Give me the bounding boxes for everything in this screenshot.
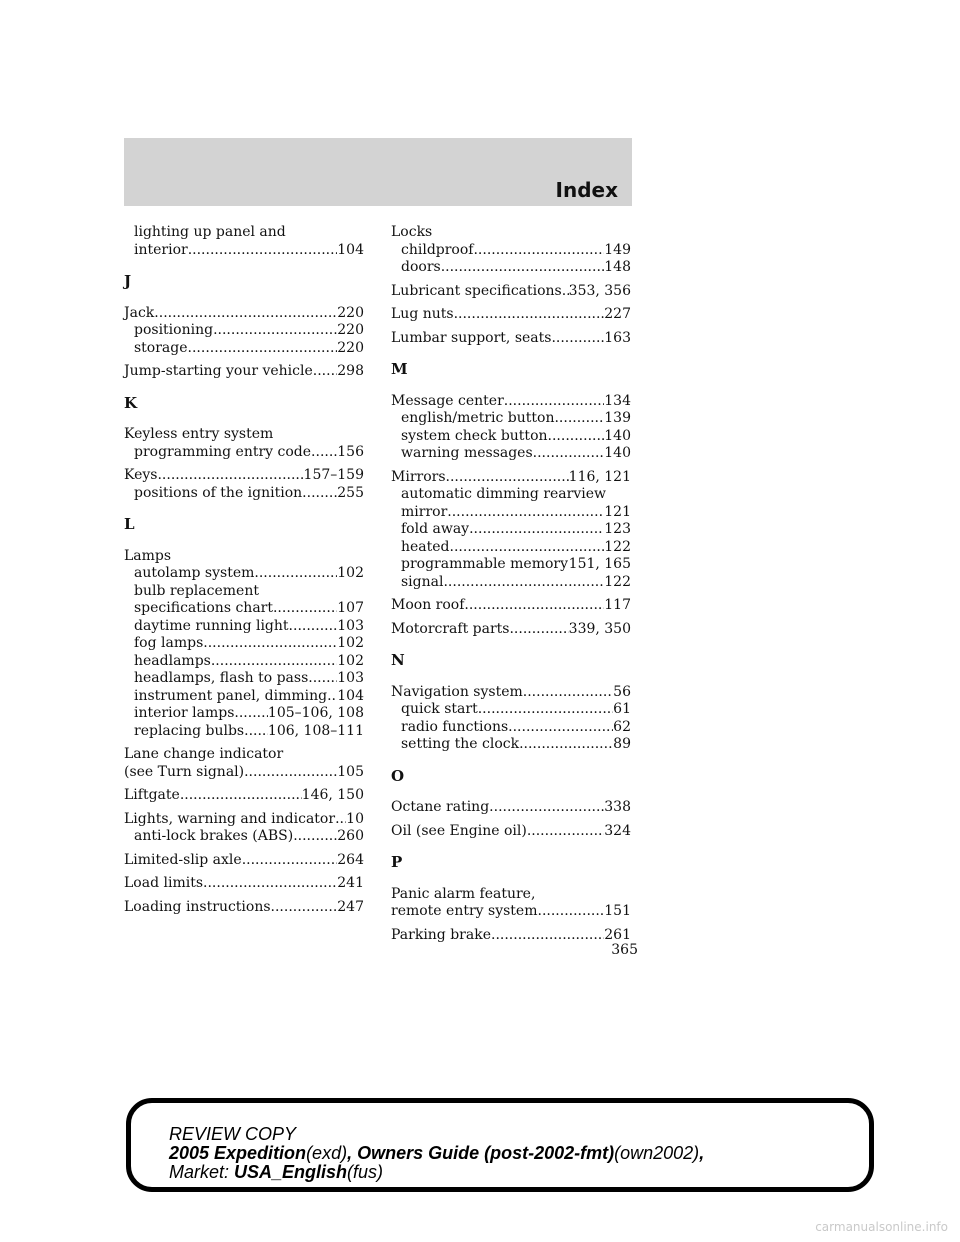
index-page-ref: 102 (337, 635, 364, 651)
index-line (124, 705, 364, 723)
index-page-ref: 149 (604, 241, 631, 258)
dot-leader (188, 340, 338, 358)
dot-leader (327, 688, 337, 706)
index-line (391, 330, 631, 348)
index-line (124, 852, 364, 870)
index-term: lighting up panel and (134, 224, 286, 240)
index-letter-heading: J (124, 272, 132, 290)
dot-leader (562, 283, 569, 301)
index-term: Oil (see Engine oil) (391, 822, 527, 839)
index-line (391, 242, 631, 260)
index-line (391, 539, 631, 557)
index-term: english/metric button (401, 410, 555, 426)
watermark: carmanualsonline.info (815, 1220, 948, 1234)
dot-leader (523, 684, 613, 702)
dot-leader (289, 618, 338, 636)
index-term: fold away (401, 521, 470, 537)
index-line (391, 224, 631, 242)
index-line (391, 283, 631, 301)
index-term: Jack (124, 304, 155, 321)
dot-leader (489, 799, 604, 817)
index-term: autolamp system (134, 565, 255, 581)
index-line (391, 903, 631, 921)
index-page-ref: 148 (604, 259, 631, 275)
index-page-ref: 220 (337, 339, 364, 356)
index-entry (391, 393, 631, 463)
index-line (124, 467, 364, 485)
index-page-ref: 116, 121 (568, 468, 631, 485)
dot-leader (464, 597, 604, 615)
index-page-ref: 102 (337, 652, 364, 669)
index-line (124, 322, 364, 340)
index-term: mirror (401, 503, 448, 520)
index-entry (391, 684, 631, 754)
dot-leader (473, 242, 604, 260)
index-page-ref: 122 (604, 573, 631, 590)
index-line (391, 574, 631, 592)
index-page-ref: 62 (613, 718, 631, 735)
index-page-ref: 157–159 (303, 467, 364, 483)
dot-leader (446, 469, 569, 487)
index-entry (391, 886, 631, 921)
dot-leader (450, 539, 605, 557)
index-page-ref: 298 (337, 363, 364, 379)
index-line (391, 469, 631, 487)
dot-leader (180, 787, 302, 805)
index-line (124, 548, 364, 566)
index-entry (391, 330, 631, 348)
index-page-ref: 117 (604, 597, 631, 613)
index-page-ref: 122 (604, 538, 631, 555)
dot-leader (154, 305, 337, 323)
index-line (124, 485, 364, 503)
index-term: headlamps, flash to pass (134, 670, 309, 686)
index-line (124, 653, 364, 671)
review-market-label: Market: (169, 1162, 230, 1182)
index-term: Navigation system (391, 683, 523, 700)
dot-leader (311, 444, 337, 462)
index-term: Locks (391, 224, 433, 240)
index-entry (391, 927, 631, 945)
index-letter-heading: L (124, 515, 135, 533)
index-page-ref: 139 (604, 410, 631, 426)
dot-leader (188, 242, 338, 260)
index-line (391, 556, 631, 574)
index-term: Moon roof (391, 597, 465, 613)
index-page-ref: 353, 356 (568, 282, 631, 299)
index-term: warning messages (401, 445, 533, 461)
index-line (391, 719, 631, 737)
review-copy-text (169, 1125, 704, 1182)
index-page-ref: 261 (604, 926, 631, 943)
index-entry (124, 787, 364, 805)
dot-leader (554, 410, 604, 428)
index-entry (391, 224, 631, 277)
dot-leader (548, 428, 605, 446)
index-page-ref: 106, 108–111 (267, 722, 364, 739)
index-term: headlamps (134, 652, 211, 669)
index-term: signal (401, 573, 444, 590)
index-page-ref: 220 (337, 322, 364, 338)
index-letter-heading: N (391, 651, 405, 669)
dot-leader (242, 852, 338, 870)
index-line (391, 823, 631, 841)
index-page-ref: 220 (337, 304, 364, 321)
index-line (124, 670, 364, 688)
index-line (391, 393, 631, 411)
index-term: bulb replacement (134, 582, 259, 599)
dot-leader (308, 670, 337, 688)
index-term: Octane rating (391, 799, 490, 815)
index-line (391, 445, 631, 463)
index-entry (391, 283, 631, 301)
index-term: Panic alarm feature, (391, 885, 536, 902)
index-page-ref: 241 (337, 875, 364, 891)
index-entry (124, 548, 364, 741)
index-column-left (124, 224, 364, 916)
index-entry (391, 469, 631, 592)
page-number: 365 (611, 942, 638, 958)
index-page-ref: 104 (337, 241, 364, 258)
index-page-ref: 255 (337, 484, 364, 501)
index-term: Parking brake (391, 926, 491, 943)
review-copy-box (126, 1098, 874, 1192)
index-entry (124, 875, 364, 893)
index-term: automatic dimming rearview (401, 486, 607, 502)
index-line (124, 444, 364, 462)
dot-leader (244, 764, 337, 782)
index-term: instrument panel, dimming (134, 687, 328, 704)
index-entry (124, 426, 364, 461)
index-line (391, 259, 631, 277)
review-comma: , (699, 1143, 705, 1163)
index-line (391, 306, 631, 324)
index-term: Mirrors (391, 468, 446, 485)
index-page-ref: 247 (337, 898, 364, 915)
index-entry (124, 746, 364, 781)
index-line (391, 886, 631, 904)
index-term: interior (134, 241, 188, 258)
index-term: positioning (134, 322, 214, 338)
index-entry (124, 899, 364, 917)
index-page-ref: 103 (337, 670, 364, 686)
index-term: childproof (401, 241, 474, 258)
index-term: setting the clock (401, 736, 520, 752)
index-line (391, 684, 631, 702)
index-entry (124, 811, 364, 846)
review-market: USA_English (229, 1162, 348, 1182)
dot-leader (211, 653, 337, 671)
index-line (124, 340, 364, 358)
page-title: Index (555, 178, 618, 202)
dot-leader (335, 811, 346, 829)
dot-leader (519, 736, 613, 754)
dot-leader (213, 322, 337, 340)
index-page-ref: 104 (337, 687, 364, 704)
index-page-ref: 156 (337, 443, 364, 460)
index-entry (391, 597, 631, 615)
index-term: Lights, warning and indicator (124, 810, 336, 827)
index-term: heated (401, 538, 450, 555)
index-term: Jump-starting your vehicle (124, 363, 313, 379)
index-term: Limited-slip axle (124, 851, 242, 868)
index-term: Keys (124, 467, 158, 483)
index-page-ref: 105–106, 108 (267, 705, 364, 721)
index-term: remote entry system (391, 903, 538, 919)
index-line (391, 428, 631, 446)
dot-leader (293, 828, 337, 846)
index-entry (124, 467, 364, 502)
review-vehicle: 2005 Expedition (169, 1143, 307, 1163)
dot-leader (527, 823, 604, 841)
index-page-ref: 121 (604, 503, 631, 520)
review-guide-code: (own2002) (614, 1143, 700, 1163)
dot-leader (271, 899, 338, 917)
dot-leader (302, 485, 337, 503)
review-market-code: (fus) (347, 1162, 384, 1182)
dot-leader (469, 521, 604, 539)
index-line (124, 426, 364, 444)
index-line (391, 621, 631, 639)
index-term: positions of the ignition (134, 484, 303, 501)
dot-leader (509, 621, 568, 639)
index-term: Keyless entry system (124, 426, 274, 442)
index-page-ref: 140 (604, 445, 631, 461)
index-line (124, 875, 364, 893)
index-term: specifications chart (134, 600, 273, 616)
index-line (124, 764, 364, 782)
dot-leader (508, 719, 613, 737)
index-page-ref: 151, 165 (568, 556, 631, 572)
index-line (124, 811, 364, 829)
index-entry (124, 305, 364, 358)
dot-leader (538, 903, 605, 921)
index-line (124, 242, 364, 260)
index-letter-heading: P (391, 853, 403, 871)
index-term: Message center (391, 392, 504, 409)
dot-leader (254, 565, 337, 583)
index-line (391, 701, 631, 719)
index-term: daytime running light (134, 617, 289, 634)
index-line (124, 787, 364, 805)
index-term: quick start (401, 701, 478, 717)
index-line (124, 828, 364, 846)
index-line (391, 799, 631, 817)
index-entry (391, 621, 631, 639)
index-term: Loading instructions (124, 898, 271, 915)
dot-leader (157, 467, 303, 485)
index-line (391, 736, 631, 754)
index-entry (124, 224, 364, 259)
index-page-ref: 260 (337, 828, 364, 844)
dot-leader (551, 330, 604, 348)
index-page-ref: 140 (604, 427, 631, 444)
dot-leader (273, 600, 337, 618)
index-entry (391, 799, 631, 817)
index-term: storage (134, 339, 188, 356)
dot-leader (443, 574, 604, 592)
index-page-ref: 163 (604, 329, 631, 346)
index-page-ref: 89 (613, 736, 631, 752)
review-guide: , Owners Guide (post-2002-fmt) (347, 1143, 615, 1163)
index-page-ref: 264 (337, 851, 364, 868)
index-letter-heading: M (391, 360, 408, 378)
index-term: Lug nuts (391, 306, 454, 322)
dot-leader (491, 927, 604, 945)
index-term: Lumbar support, seats (391, 329, 552, 346)
index-term: anti-lock brakes (ABS) (134, 828, 294, 844)
index-line (124, 305, 364, 323)
index-line (124, 363, 364, 381)
index-column-right (391, 224, 631, 944)
dot-leader (504, 393, 604, 411)
index-page-ref: 61 (613, 701, 631, 717)
index-term: doors (401, 259, 441, 275)
index-term: Lamps (124, 547, 172, 564)
index-page-ref: 103 (337, 617, 364, 634)
index-term: interior lamps (134, 705, 235, 721)
index-page-ref: 146, 150 (301, 787, 364, 803)
index-line (124, 746, 364, 764)
index-line (124, 583, 364, 601)
index-entry (124, 852, 364, 870)
index-letter-heading: O (391, 766, 405, 785)
index-term: Load limits (124, 875, 204, 891)
dot-leader (203, 635, 337, 653)
dot-leader (533, 445, 605, 463)
dot-leader (244, 723, 268, 741)
index-page-ref: 105 (337, 763, 364, 780)
index-line (391, 486, 631, 504)
index-term: Liftgate (124, 787, 180, 803)
index-page-ref: 338 (604, 799, 631, 815)
index-line (124, 600, 364, 618)
dot-leader (454, 306, 605, 324)
index-line (391, 927, 631, 945)
dot-leader (313, 363, 337, 381)
index-line (391, 410, 631, 428)
index-page-ref: 102 (337, 565, 364, 581)
index-line (391, 521, 631, 539)
dot-leader (478, 701, 613, 719)
dot-leader (203, 875, 337, 893)
index-line (124, 899, 364, 917)
dot-leader (234, 705, 268, 723)
index-term: replacing bulbs (134, 722, 245, 739)
index-term: programmable memory (401, 556, 569, 572)
index-term: radio functions (401, 718, 509, 735)
dot-leader (447, 504, 604, 522)
index-line (124, 723, 364, 741)
index-term: Lane change indicator (124, 746, 284, 762)
index-term: Motorcraft parts (391, 620, 510, 637)
index-entry (391, 306, 631, 324)
index-page-ref: 107 (337, 600, 364, 616)
index-page-ref: 227 (604, 306, 631, 322)
index-page-ref: 339, 350 (568, 620, 631, 637)
index-line (124, 635, 364, 653)
index-entry (124, 363, 364, 381)
index-term: programming entry code (134, 443, 312, 460)
index-entry (391, 823, 631, 841)
index-term: fog lamps (134, 635, 204, 651)
review-line-1: REVIEW COPY (169, 1124, 297, 1144)
index-page-ref: 324 (604, 822, 631, 839)
index-page-ref: 134 (604, 392, 631, 409)
index-line (124, 224, 364, 242)
index-line (391, 504, 631, 522)
dot-leader (441, 259, 605, 277)
index-page-ref: 151 (604, 903, 631, 919)
index-term: (see Turn signal) (124, 763, 245, 780)
index-line (124, 565, 364, 583)
index-page-ref: 10 (346, 810, 364, 827)
index-page-ref: 123 (604, 521, 631, 537)
index-letter-heading: K (124, 393, 138, 412)
index-line (391, 597, 631, 615)
index-line (124, 618, 364, 636)
header-band (124, 138, 632, 206)
index-line (124, 688, 364, 706)
review-vehicle-code: (exd) (306, 1143, 348, 1163)
index-term: Lubricant specifications (391, 282, 562, 299)
index-term: system check button (401, 427, 548, 444)
index-page-ref: 56 (613, 683, 631, 700)
